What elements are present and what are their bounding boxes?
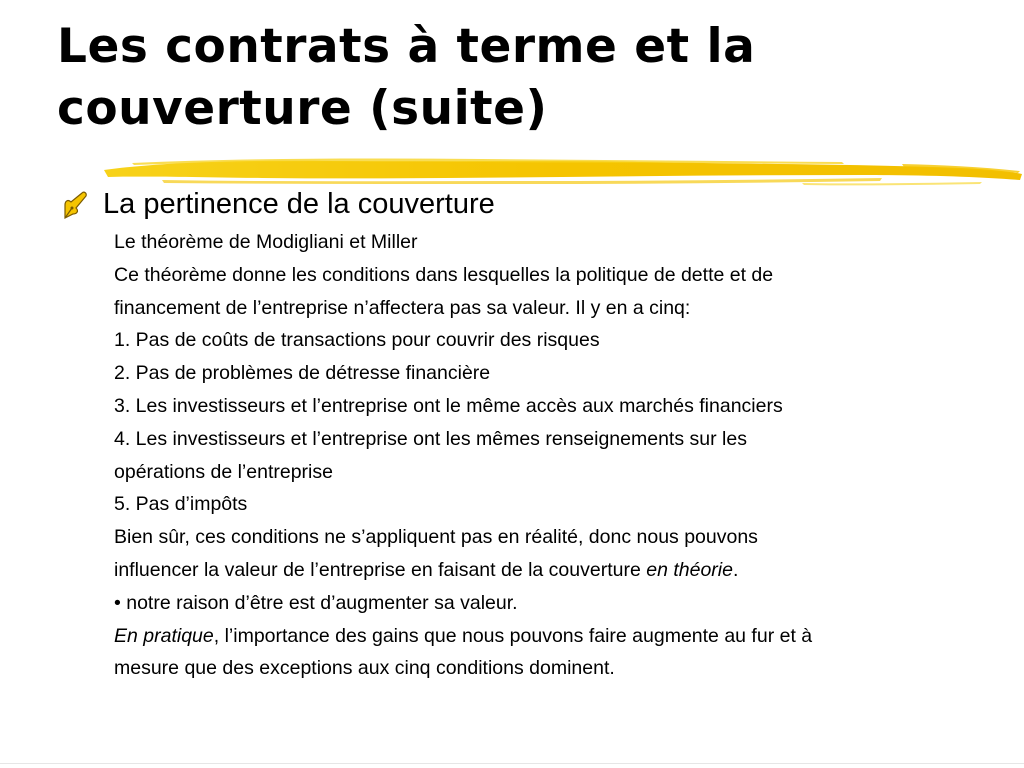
body-line-9: 5. Pas d’impôts	[114, 493, 248, 516]
body-line-7: 4. Les investisseurs et l’entreprise ont les mêmes renseignements sur les	[114, 427, 747, 450]
slide-title	[57, 16, 997, 140]
body-line-11-text: influencer la valeur de l’entreprise en faisant de la couverture	[114, 558, 647, 581]
body-line-11-end: .	[732, 558, 739, 581]
body-line-6: 3. Les investisseurs et l’entreprise ont le même accès aux marchés financiers	[114, 394, 783, 417]
body-line-8: opérations de l’entreprise	[114, 460, 333, 483]
bullet-heading-text: La pertinence de la couverture	[103, 188, 495, 220]
body-line-12: • notre raison d’être est d’augmenter sa valeur.	[114, 591, 518, 614]
slide-body	[114, 226, 994, 685]
bottom-divider	[0, 763, 1024, 764]
body-line-11-emphasis: en théorie	[646, 558, 733, 581]
body-line-14: mesure que des exceptions aux cinq conditions dominent.	[114, 657, 615, 680]
title-line-1: Les contrats à terme et la	[57, 19, 756, 74]
body-line-11	[114, 554, 994, 587]
body-line-13-emphasis: En pratique	[114, 624, 214, 647]
pen-nib-icon	[60, 190, 94, 220]
body-line-1: Le théorème de Modigliani et Miller	[114, 231, 418, 253]
body-line-13-text: , l’importance des gains que nous pouvons faire augmente au fur et à	[213, 624, 813, 647]
body-line-10: Bien sûr, ces conditions ne s’appliquent pas en réalité, donc nous pouvons	[114, 526, 758, 549]
body-line-3: financement de l’entreprise n’affectera pas sa valeur. Il y en a cinq:	[114, 296, 691, 319]
body-line-2: Ce théorème donne les conditions dans lesquelles la politique de dette et de	[114, 263, 774, 286]
body-line-13	[114, 620, 994, 653]
body-line-4: 1. Pas de coûts de transactions pour couvrir des risques	[114, 329, 600, 352]
title-line-2: couverture (suite)	[57, 81, 548, 136]
body-line-5: 2. Pas de problèmes de détresse financière	[114, 362, 491, 385]
